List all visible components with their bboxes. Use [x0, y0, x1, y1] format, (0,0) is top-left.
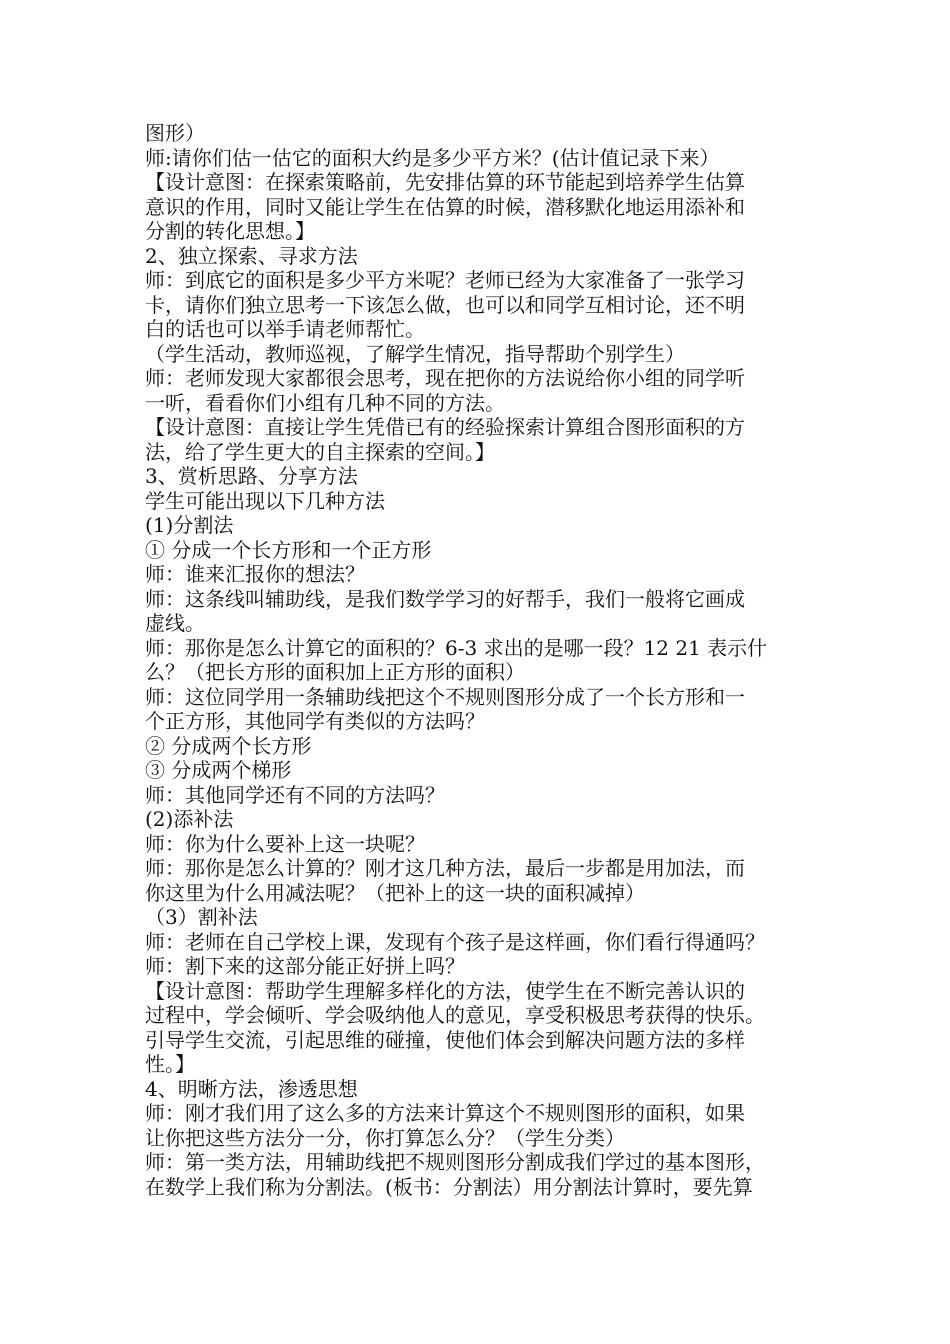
text-line: 师：那你是怎么计算它的面积的？6-3 求出的是哪一段？12 21 表示什	[145, 635, 768, 660]
subsection-heading: (2)添补法	[145, 807, 234, 831]
text-line: 师：割下来的这部分能正好拼上吗？	[145, 954, 465, 978]
text-line: 师：那你是怎么计算的？刚才这几种方法，最后一步都是用加法，而	[145, 856, 745, 880]
text-line: 你这里为什么用减法呢？（把补上的这一块的面积减掉）	[145, 880, 645, 905]
text-line: 【设计意图：帮助学生理解多样化的方法，使学生在不断完善认识的	[145, 978, 745, 1003]
text-line: 师：这条线叫辅助线，是我们数学学习的好帮手，我们一般将它画成	[145, 586, 745, 611]
text-line: 师：老师在自己学校上课，发现有个孩子是这样画，你们看行得通吗？	[145, 929, 765, 954]
text-line: （学生活动，教师巡视，了解学生情况，指导帮助个别学生）	[145, 341, 685, 366]
text-line: ① 分成一个长方形和一个正方形	[145, 537, 432, 562]
text-line: 一听，看看你们小组有几种不同的方法。	[145, 390, 505, 415]
text-line: 师：老师发现大家都很会思考，现在把你的方法说给你小组的同学听	[145, 366, 745, 390]
text-line: ② 分成两个长方形	[145, 733, 312, 758]
text-line: 师：这位同学用一条辅助线把这个不规则图形分成了一个长方形和一	[145, 684, 745, 709]
text-line: 师：谁来汇报你的想法？	[145, 562, 365, 586]
subsection-heading: （3）割补法	[145, 905, 258, 929]
text-line: 分割的转化思想。】	[145, 219, 315, 243]
text-line: 在数学上我们称为分割法。(板书：分割法）用分割法计算时，要先算	[145, 1174, 753, 1199]
text-line: 师：第一类方法，用辅助线把不规则图形分割成我们学过的基本图形，	[145, 1150, 765, 1174]
text-line: 意识的作用，同时又能让学生在估算的时候，潜移默化地运用添补和	[145, 194, 745, 219]
text-line: 引导学生交流，引起思维的碰撞，使他们体会到解决问题方法的多样	[145, 1027, 745, 1052]
section-heading: 3、赏析思路、分享方法	[145, 464, 358, 488]
text-line: 让你把这些方法分一分，你打算怎么分？（学生分类）	[145, 1125, 625, 1150]
text-line: 师：到底它的面积是多少平方米呢？老师已经为大家准备了一张学习	[145, 268, 745, 292]
text-line: 个正方形，其他同学有类似的方法吗？	[145, 709, 485, 733]
text-line: 法，给了学生更大的自主探索的空间。】	[145, 439, 495, 464]
text-line: ③ 分成两个梯形	[145, 758, 292, 782]
text-line: 图形）	[145, 121, 205, 145]
text-line: 师：其他同学还有不同的方法吗？	[145, 782, 445, 807]
text-line: 【设计意图：直接让学生凭借已有的经验探索计算组合图形面积的方	[145, 415, 745, 439]
section-heading: 2、独立探索、寻求方法	[145, 243, 358, 268]
text-line: 师：刚才我们用了这么多的方法来计算这个不规则图形的面积，如果	[145, 1101, 745, 1125]
text-line: 【设计意图：在探索策略前，先安排估算的环节能起到培养学生估算	[145, 170, 745, 194]
text-line: 白的话也可以举手请老师帮忙。	[145, 317, 425, 341]
text-line: 性。】	[145, 1052, 195, 1076]
section-heading: 4、明晰方法，渗透思想	[145, 1076, 358, 1101]
subsection-heading: (1)分割法	[145, 513, 234, 537]
text-line: 过程中，学会倾听、学会吸纳他人的意见，享受积极思考获得的快乐。	[145, 1003, 765, 1027]
document-body	[145, 121, 835, 1199]
text-line: 么？（把长方形的面积加上正方形的面积）	[145, 660, 525, 684]
text-line: 卡，请你们独立思考一下该怎么做，也可以和同学互相讨论，还不明	[145, 292, 745, 317]
text-line: 师:请你们估一估它的面积大约是多少平方米？(估计值记录下来）	[145, 145, 720, 170]
text-line: 学生可能出现以下几种方法	[145, 488, 385, 513]
text-line: 师：你为什么要补上这一块呢？	[145, 831, 425, 856]
text-line: 虚线。	[145, 611, 205, 635]
